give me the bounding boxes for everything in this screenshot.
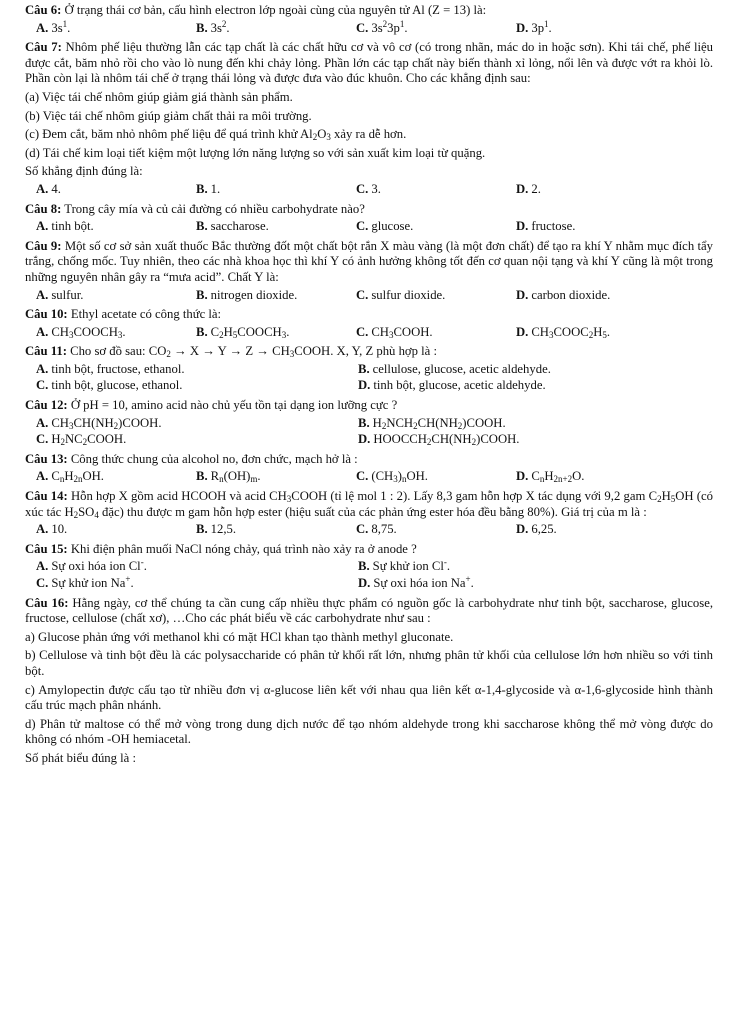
option-letter: D. <box>358 378 371 393</box>
option-letter: D. <box>516 324 529 339</box>
answer-option[interactable] <box>36 325 196 341</box>
question-stem <box>25 40 713 87</box>
option-letter: D. <box>358 432 371 447</box>
answer-option[interactable] <box>516 219 656 235</box>
question-block <box>25 239 713 303</box>
answer-option[interactable] <box>356 182 516 198</box>
option-text: 3. <box>371 181 381 196</box>
option-text: $CH_3CH(NH_2)COOH$. <box>51 415 162 431</box>
option-letter: B. <box>196 287 208 302</box>
option-letter: A. <box>36 522 49 537</box>
statement-line: b) Cellulose và tinh bột đều là các polysaccharide có phân tử khối rất lớn, nhưng phân tử khối của cellulose lớn hơn nhiều so với tinh bột. <box>25 648 713 678</box>
answer-option[interactable] <box>516 469 656 485</box>
answer-options <box>25 182 713 198</box>
option-letter: D. <box>516 181 529 196</box>
answer-option[interactable] <box>356 325 516 341</box>
answer-option[interactable] <box>358 362 658 378</box>
option-letter: A. <box>36 20 49 35</box>
option-text: sulfur. <box>51 287 84 302</box>
question-block <box>25 452 713 485</box>
option-text: Sự khử ion Na+. <box>51 574 134 590</box>
answer-option[interactable] <box>36 432 358 448</box>
option-text: sulfur dioxide. <box>371 287 446 302</box>
option-letter: D. <box>516 522 529 537</box>
question-stem <box>25 596 713 627</box>
answer-options <box>25 362 713 394</box>
option-letter: D. <box>516 469 529 484</box>
answer-options <box>25 288 713 304</box>
option-letter: C. <box>356 20 369 35</box>
option-letter: A. <box>36 324 49 339</box>
option-letter: C. <box>356 287 369 302</box>
answer-option[interactable] <box>196 288 356 304</box>
question-block <box>25 596 713 767</box>
option-letter: C. <box>356 324 369 339</box>
question-number: Câu 7: <box>25 40 62 55</box>
question-stem <box>25 398 713 414</box>
option-text: $(CH_3)_nOH$. <box>371 469 428 485</box>
answer-options <box>25 325 713 341</box>
answer-option[interactable] <box>358 416 658 432</box>
option-letter: A. <box>36 181 49 196</box>
question-text: Một số cơ sở sản xuất thuốc Bắc thường đốt một chất bột rắn X màu vàng (là một đơn chất) để tạo ra khí Y nhằm mục đích tẩy trắng, chống mốc. Tuy nhiên, theo các nhà khoa học thì khí Y có ảnh hưởng không tốt đến cơ quan nội tạng và khí Y cũng là một trong những nguyên nhân gây ra “mưa acid”. Chất Y là: <box>25 238 713 284</box>
answer-option[interactable] <box>356 288 516 304</box>
answer-option[interactable] <box>516 18 656 37</box>
option-text: 10. <box>51 522 68 537</box>
option-text: cellulose, glucose, acetic aldehyde. <box>372 361 551 376</box>
question-stem <box>25 239 713 286</box>
option-letter: B. <box>196 522 208 537</box>
statement-line: (c) Đem cắt, băm nhỏ nhôm phế liệu để quá trình khử $Al_2O_3$ xảy ra dễ hơn. <box>25 127 407 143</box>
answer-option[interactable] <box>356 18 516 37</box>
question-text: Hỗn hợp X gồm acid HCOOH và acid $CH_3COOH$ (tỉ lệ mol 1 : 2). Lấy 8,3 gam hỗn hợp X tác dụng với 9,2 gam $C_2H_5OH$ (có xúc tác $H_2SO_4$ đặc) thu được m gam hỗn hợp ester (hiệu suất của các phản ứng ester hóa đều bằng 80%). Giá trị của m là : <box>25 489 714 520</box>
answer-option[interactable] <box>356 522 516 538</box>
option-text: fructose. <box>531 219 576 234</box>
option-letter: B. <box>358 361 370 376</box>
statement-line: a) Glucose phản ứng với methanol khi có mặt HCl khan tạo thành methyl gluconate. <box>25 629 454 644</box>
option-letter: D. <box>516 219 529 234</box>
option-text: carbon dioxide. <box>531 287 611 302</box>
option-letter: B. <box>196 181 208 196</box>
option-letter: C. <box>36 378 49 393</box>
option-letter: B. <box>196 469 208 484</box>
statement-line: d) Phân tử maltose có thể mở vòng trong dung dịch nước để tạo nhóm aldehyde trong khi saccharose không thể mở vòng được do không có nhóm -OH hemiacetal. <box>25 716 713 747</box>
option-text: $3s^2$. <box>210 18 230 35</box>
answer-option[interactable] <box>36 362 358 378</box>
option-letter: C. <box>356 181 369 196</box>
answer-option[interactable] <box>36 576 358 592</box>
option-text: $H_2NCH_2CH(NH_2)COOH$. <box>372 415 506 431</box>
option-letter: C. <box>356 469 369 484</box>
question-number: Câu 16: <box>25 595 69 610</box>
statement-line: (b) Việc tái chế nhôm giúp giảm chất thải ra môi trường. <box>25 108 312 123</box>
option-text: 12,5. <box>210 522 237 537</box>
option-letter: D. <box>358 576 371 590</box>
option-text: tinh bột, fructose, ethanol. <box>51 361 185 376</box>
answer-option[interactable] <box>358 378 658 394</box>
statement-line: c) Amylopectin được cấu tạo từ nhiều đơn vị α-glucose liên kết với nhau qua liên kết α-1,4-glycoside và α-1,6-glycoside hình thành cấu trúc mạch phân nhánh. <box>25 682 713 713</box>
option-text: saccharose. <box>210 219 269 234</box>
answer-option[interactable] <box>356 469 516 485</box>
option-text: $CH_3COOCH_3$. <box>51 324 126 340</box>
option-letter: A. <box>36 559 49 574</box>
answer-option[interactable] <box>196 219 356 235</box>
option-text: Sự khử ion Cl-. <box>372 557 451 574</box>
answer-option[interactable] <box>36 559 358 575</box>
question-number: Câu 12: <box>25 398 68 413</box>
option-text: nitrogen dioxide. <box>210 287 298 302</box>
option-text: 8,75. <box>371 522 397 537</box>
statement-line: Số phát biểu đúng là : <box>25 750 137 765</box>
question-stem <box>25 489 713 520</box>
question-number: Câu 9: <box>25 238 62 253</box>
question-number: Câu 10: <box>25 307 68 322</box>
question-text: Ở pH = 10, amino acid nào chủ yếu tồn tại dạng ion lưỡng cực ? <box>70 398 398 413</box>
option-text: 2. <box>531 181 541 196</box>
question-block <box>25 398 713 448</box>
answer-option[interactable] <box>196 522 356 538</box>
answer-options <box>25 219 713 235</box>
option-text: 1. <box>210 181 221 196</box>
question-block <box>25 307 713 340</box>
option-letter: C. <box>36 576 49 590</box>
question-block <box>25 489 713 538</box>
answer-option[interactable] <box>196 182 356 198</box>
option-text: $CH_3COOH$. <box>371 324 433 340</box>
option-letter: A. <box>36 219 49 234</box>
answer-option[interactable] <box>516 325 656 341</box>
answer-option[interactable] <box>36 378 358 394</box>
answer-option[interactable] <box>196 18 356 37</box>
option-text: $R_n(OH)_m$. <box>210 469 261 485</box>
answer-options <box>25 18 713 37</box>
question-number: Câu 15: <box>25 541 68 556</box>
option-text: $3p^1$. <box>531 18 552 35</box>
option-text: $3s^23p^1$. <box>371 18 408 35</box>
option-letter: B. <box>196 324 208 339</box>
question-block <box>25 40 713 197</box>
answer-option[interactable] <box>358 559 658 575</box>
answer-option[interactable] <box>36 288 196 304</box>
answer-option[interactable] <box>36 522 196 538</box>
question-text: Ethyl acetate có công thức là: <box>70 307 222 322</box>
option-text: Sự oxi hóa ion Na+. <box>373 574 474 590</box>
answer-options <box>25 559 713 591</box>
question-stem <box>25 3 713 19</box>
option-text: tinh bột, glucose, acetic aldehyde. <box>373 378 546 393</box>
option-text: $C_nH_{2n+2}O$. <box>531 469 585 485</box>
option-letter: C. <box>36 432 49 447</box>
question-text: Công thức chung của alcohol no, đơn chức, mạch hở là : <box>70 451 358 466</box>
option-text: $3s^1$. <box>51 18 71 35</box>
question-block <box>25 344 713 394</box>
answer-options <box>25 469 713 485</box>
option-text: Sự oxi hóa ion Cl-. <box>51 557 147 574</box>
option-text: tinh bột, glucose, ethanol. <box>51 378 183 393</box>
question-text: Khi điện phân muối NaCl nóng chảy, quá trình nào xảy ra ở anode ? <box>70 541 417 556</box>
option-text: $C_nH_{2n}OH$. <box>51 469 104 485</box>
option-letter: C. <box>356 522 369 537</box>
option-letter: B. <box>196 20 208 35</box>
option-letter: B. <box>358 415 370 430</box>
question-number: Câu 13: <box>25 451 68 466</box>
answer-option[interactable] <box>36 469 196 485</box>
question-stem <box>25 452 713 468</box>
option-letter: A. <box>36 361 49 376</box>
option-letter: A. <box>36 415 49 430</box>
option-letter: D. <box>516 287 529 302</box>
option-text: glucose. <box>371 219 414 234</box>
question-stem <box>25 542 713 558</box>
question-text: Nhôm phế liệu thường lẫn các tạp chất là các chất hữu cơ và vô cơ (có trong nhãn, mác do in hoặc sơn). Khi tái chế, phế liệu được cắt, băm nhỏ rồi cho vào lò nung đến khi chảy lỏng. Phần lớn các tạp chất này biến thành xỉ lỏng, nổi lên và được vớt ra khỏi lò. Phần còn lại là nhôm tái chế ở trạng thái lỏng và được đưa vào đúc khuôn. Cho các khẳng định sau: <box>25 40 713 86</box>
answer-option[interactable] <box>356 219 516 235</box>
statement-line: (d) Tái chế kim loại tiết kiệm một lượng lớn năng lượng so với sản xuất kim loại từ quặng. <box>25 145 486 160</box>
question-stem <box>25 307 713 323</box>
answer-option[interactable] <box>36 182 196 198</box>
option-letter: B. <box>358 559 370 574</box>
option-text: $C_2H_5COOCH_3$. <box>210 324 290 340</box>
answer-option[interactable] <box>36 219 196 235</box>
answer-option[interactable] <box>516 522 656 538</box>
option-text: $H_2NC_2COOH$. <box>51 432 127 448</box>
answer-option[interactable] <box>36 416 358 432</box>
answer-option[interactable] <box>196 325 356 341</box>
answer-option[interactable] <box>358 432 658 448</box>
answer-option[interactable] <box>196 469 356 485</box>
question-number: Câu 14: <box>25 489 68 504</box>
question-number: Câu 8: <box>25 201 62 216</box>
answer-options <box>25 416 713 448</box>
question-text: Hằng ngày, cơ thể chúng ta cần cung cấp nhiều thực phẩm có nguồn gốc là carbohydrate như tinh bột, saccharose, glucose, fructose, cellulose (chất xơ), …Cho các phát biểu về các carbohydrate như sau : <box>25 595 713 626</box>
question-block <box>25 202 713 235</box>
statement-line: Số khẳng định đúng là: <box>25 164 143 179</box>
question-stem <box>25 344 713 360</box>
question-text: Trong cây mía và củ cải đường có nhiều carbohydrate nào? <box>64 201 365 216</box>
answer-options <box>25 522 713 538</box>
option-letter: B. <box>196 219 208 234</box>
question-number: Câu 6: <box>25 3 62 17</box>
option-text: 6,25. <box>531 522 557 537</box>
option-letter: A. <box>36 469 49 484</box>
answer-option[interactable] <box>516 288 656 304</box>
option-letter: C. <box>356 219 369 234</box>
question-block <box>25 3 713 36</box>
option-text: $HOOCCH_2CH(NH_2)COOH$. <box>373 432 520 448</box>
question-block <box>25 542 713 592</box>
option-letter: D. <box>516 20 529 35</box>
statement-line: (a) Việc tái chế nhôm giúp giảm giá thành sản phẩm. <box>25 89 293 104</box>
answer-option[interactable] <box>516 182 656 198</box>
question-number: Câu 11: <box>25 344 67 359</box>
option-letter: A. <box>36 287 49 302</box>
answer-option[interactable] <box>36 18 196 37</box>
option-text: 4. <box>51 181 61 196</box>
question-text: Ở trạng thái cơ bản, cấu hình electron lớp ngoài cùng của nguyên tử Al (Z = 13) là: <box>64 3 487 17</box>
question-text: Cho sơ đồ sau: $CO_2 \to X \to Y \to Z$ → $CH_3COOH$. X, Y, Z phù hợp là : <box>70 344 437 360</box>
option-text: $CH_3COOC_2H_5$. <box>531 324 611 340</box>
question-stem <box>25 202 713 218</box>
option-text: tinh bột. <box>51 219 94 234</box>
answer-option[interactable] <box>358 576 658 592</box>
